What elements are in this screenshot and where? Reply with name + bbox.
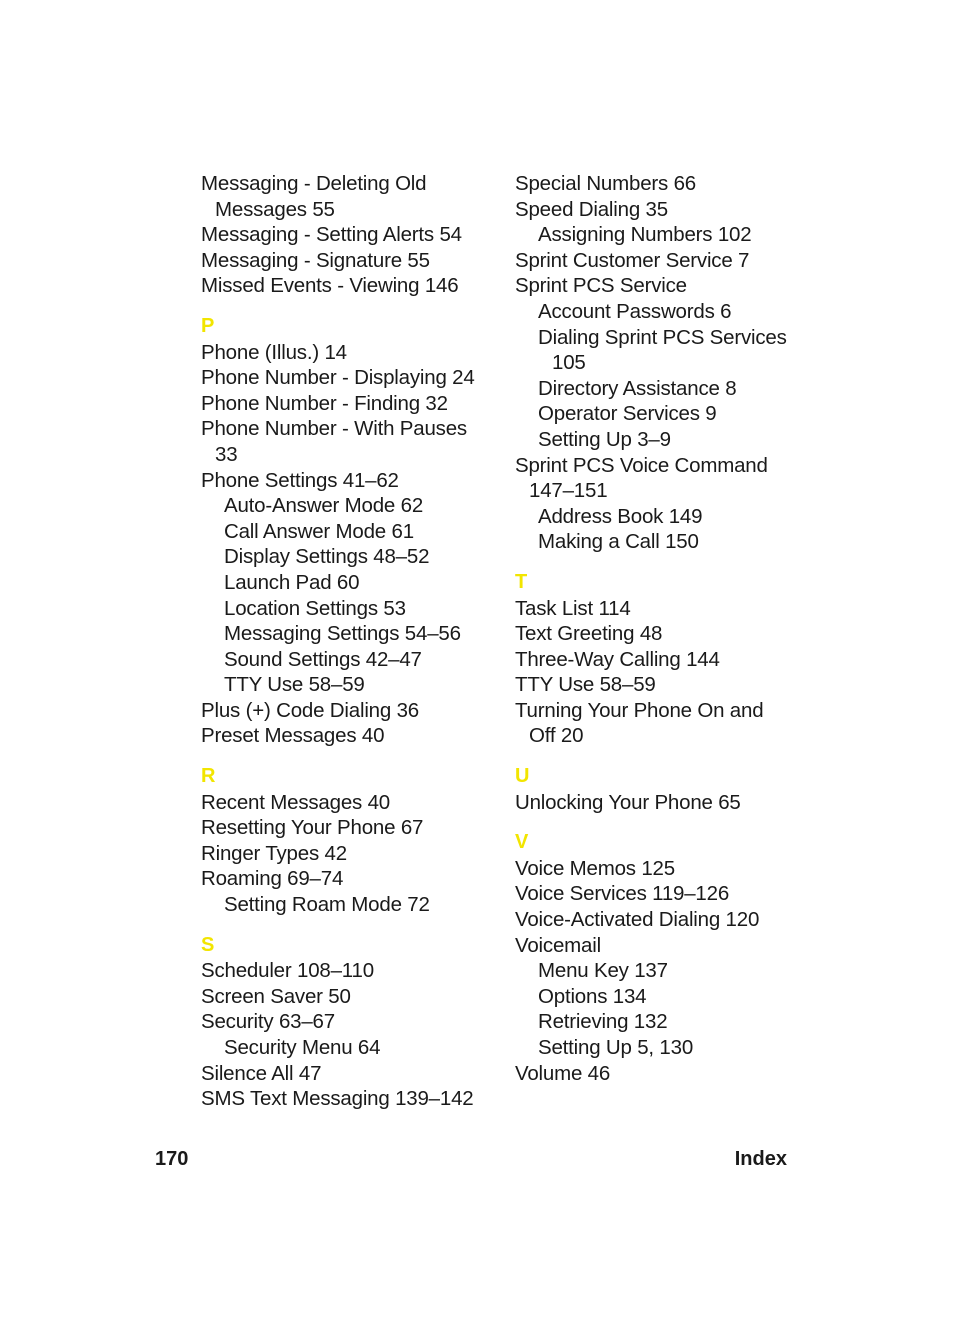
index-entry: Plus (+) Code Dialing 36 bbox=[201, 698, 419, 722]
index-subentry: Sound Settings 42–47 bbox=[224, 647, 422, 671]
index-entry: Turning Your Phone On and bbox=[515, 698, 764, 722]
index-entry: Speed Dialing 35 bbox=[515, 197, 668, 221]
index-subentry: Call Answer Mode 61 bbox=[224, 519, 414, 543]
index-letter-heading: T bbox=[515, 570, 528, 593]
index-entry-continuation: Off 20 bbox=[529, 724, 584, 748]
index-entry: Resetting Your Phone 67 bbox=[201, 816, 424, 840]
index-entry-continuation: 33 bbox=[215, 442, 238, 466]
index-subentry: Dialing Sprint PCS Services bbox=[538, 325, 787, 349]
index-letter-heading: V bbox=[515, 831, 529, 854]
index-subentry: Address Book 149 bbox=[538, 504, 703, 528]
index-entry: Phone Settings 41–62 bbox=[201, 468, 399, 492]
index-subentry: Menu Key 137 bbox=[538, 959, 668, 983]
index-letter-heading: R bbox=[201, 765, 216, 788]
index-subentry: Display Settings 48–52 bbox=[224, 545, 430, 569]
index-entry-continuation: 105 bbox=[552, 351, 586, 375]
page-number: 170 bbox=[155, 1148, 189, 1170]
index-entry: Task List 114 bbox=[515, 596, 631, 620]
index-entry: Screen Saver 50 bbox=[201, 984, 351, 1008]
index-letter-heading: U bbox=[515, 765, 530, 788]
index-subentry: Operator Services 9 bbox=[538, 402, 717, 426]
index-entry: Roaming 69–74 bbox=[201, 867, 344, 891]
index-entry: Voicemail bbox=[515, 933, 601, 957]
index-subentry: Location Settings 53 bbox=[224, 596, 406, 620]
index-entry: Unlocking Your Phone 65 bbox=[515, 790, 741, 814]
index-entry: Voice Services 119–126 bbox=[515, 882, 730, 906]
index-subentry: Options 134 bbox=[538, 984, 647, 1008]
index-subentry: Setting Roam Mode 72 bbox=[224, 893, 430, 917]
index-letter-heading: P bbox=[201, 314, 215, 337]
index-entry: Missed Events - Viewing 146 bbox=[201, 274, 459, 298]
index-entry: TTY Use 58–59 bbox=[515, 673, 656, 697]
index-subentry: Retrieving 132 bbox=[538, 1010, 668, 1034]
index-column-right bbox=[515, 171, 815, 1086]
index-entry: SMS Text Messaging 139–142 bbox=[201, 1087, 474, 1111]
index-subentry: Directory Assistance 8 bbox=[538, 376, 737, 400]
index-letter-heading: S bbox=[201, 933, 215, 956]
index-entry: Ringer Types 42 bbox=[201, 841, 347, 865]
index-subentry: TTY Use 58–59 bbox=[224, 673, 365, 697]
index-entry: Scheduler 108–110 bbox=[201, 959, 374, 983]
index-subentry: Assigning Numbers 102 bbox=[538, 223, 752, 247]
index-entry: Preset Messages 40 bbox=[201, 724, 385, 748]
index-entry: Messaging - Signature 55 bbox=[201, 248, 430, 272]
index-subentry: Setting Up 5, 130 bbox=[538, 1036, 694, 1059]
index-entry: Phone Number - With Pauses bbox=[201, 417, 467, 441]
index-subentry: Launch Pad 60 bbox=[224, 570, 360, 594]
index-entry: Phone Number - Finding 32 bbox=[201, 391, 448, 415]
index-entry: Sprint PCS Voice Command bbox=[515, 453, 768, 477]
index-entry: Sprint Customer Service 7 bbox=[515, 248, 750, 272]
index-entry: Messaging - Deleting Old bbox=[201, 172, 427, 195]
index-entry: Volume 46 bbox=[515, 1061, 611, 1085]
index-entry: Special Numbers 66 bbox=[515, 172, 696, 195]
index-entry: Voice Memos 125 bbox=[515, 856, 675, 880]
index-subentry: Auto-Answer Mode 62 bbox=[224, 494, 424, 518]
index-subentry: Messaging Settings 54–56 bbox=[224, 622, 461, 646]
index-entry: Phone (Illus.) 14 bbox=[201, 340, 347, 364]
index-entry: Recent Messages 40 bbox=[201, 790, 390, 814]
index-entry-continuation: 147–151 bbox=[529, 479, 608, 503]
index-subentry: Security Menu 64 bbox=[224, 1036, 381, 1059]
index-entry: Three-Way Calling 144 bbox=[515, 647, 720, 671]
index-entry: Phone Number - Displaying 24 bbox=[201, 366, 475, 390]
index-subentry: Account Passwords 6 bbox=[538, 299, 732, 323]
index-entry: Security 63–67 bbox=[201, 1010, 335, 1034]
index-subentry: Setting Up 3–9 bbox=[538, 427, 671, 451]
section-name: Index bbox=[734, 1148, 787, 1170]
index-entry: Voice-Activated Dialing 120 bbox=[515, 908, 760, 932]
index-column-left bbox=[201, 171, 491, 1112]
index-entry: Messaging - Setting Alerts 54 bbox=[201, 223, 462, 247]
index-entry-continuation: Messages 55 bbox=[215, 197, 335, 221]
index-subentry: Making a Call 150 bbox=[538, 530, 699, 554]
index-entry: Silence All 47 bbox=[201, 1061, 322, 1085]
index-entry: Text Greeting 48 bbox=[515, 622, 663, 646]
index-entry: Sprint PCS Service bbox=[515, 274, 687, 298]
